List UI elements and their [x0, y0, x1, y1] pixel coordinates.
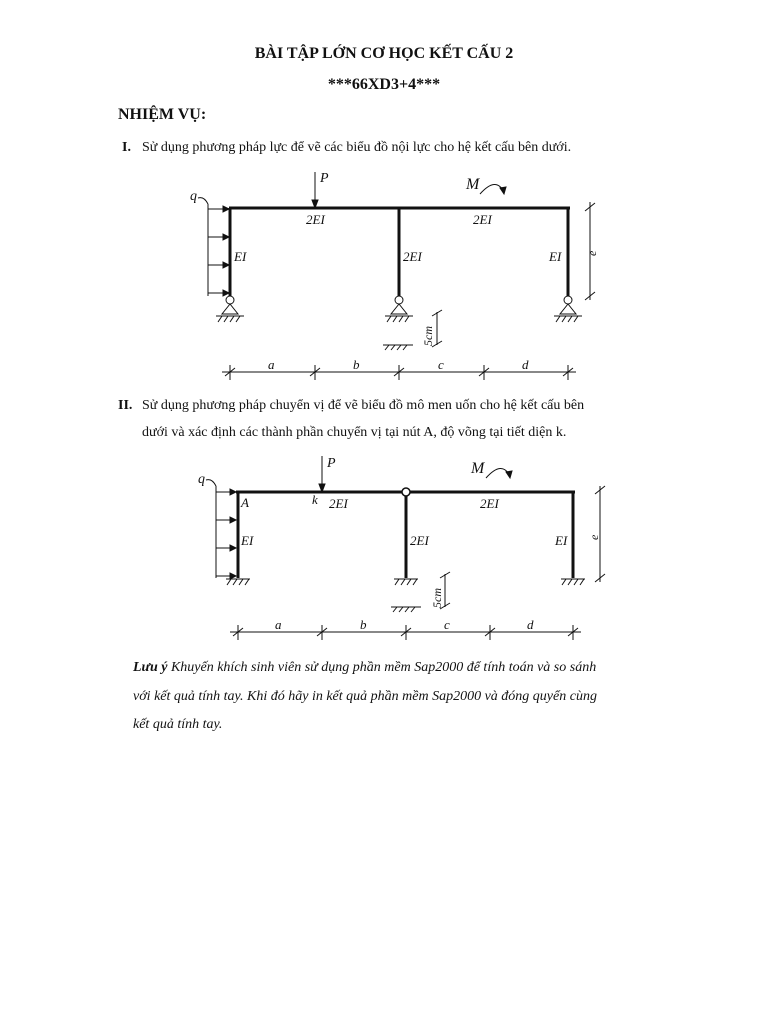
- section-heading: NHIỆM VỤ:: [118, 106, 207, 123]
- figure-2-dim-d: d: [527, 617, 534, 632]
- figure-1-dim-d: d: [522, 357, 529, 372]
- figure-1-beam-left-label: 2EI: [306, 212, 325, 227]
- figure-1-dim-c: c: [438, 357, 444, 372]
- figure-2-e-label: e: [587, 534, 601, 540]
- figure-1-dim-b: b: [353, 357, 360, 372]
- figure-1-settlement-label: 5cm: [421, 326, 435, 346]
- figure-2-beam-left-label: 2EI: [329, 496, 348, 511]
- figure-2-members: [236, 492, 575, 578]
- figure-2-beam-right-label: 2EI: [480, 496, 499, 511]
- figure-2-dim-c: c: [444, 617, 450, 632]
- figure-2-fixed-supports: [226, 579, 585, 585]
- document-title: BÀI TẬP LỚN CƠ HỌC KẾT CẤU 2: [254, 45, 514, 62]
- figure-2-col-right-label: EI: [555, 533, 568, 548]
- figure-1-e-label: e: [585, 250, 599, 256]
- note-text-1: Khuyến khích sinh viên sử dụng phần mềm Sap2000 để tính toán và so sánh: [167, 660, 597, 675]
- figure-2-point-load: [319, 456, 325, 492]
- note-line-3: kết quả tính tay.: [133, 717, 223, 732]
- note-line-2: với kết quả tính tay. Khi đó hãy in kết quả phần mềm Sap2000 và đóng quyển cùng: [133, 689, 597, 704]
- task-2-line-2: dưới và xác định các thành phần chuyển vị tại nút A, độ võng tại tiết diện k.: [142, 425, 567, 440]
- figure-2-node-A: A: [241, 495, 249, 510]
- figure-2-distributed-load: [206, 480, 236, 579]
- figure-2-q-label: q: [198, 472, 205, 487]
- task-1-text: Sử dụng phương pháp lực để vẽ các biểu đồ nội lực cho hệ kết cấu bên dưới.: [142, 140, 572, 155]
- figure-1-col-left-label: EI: [234, 249, 247, 264]
- figure-2-settlement-label: 5cm: [430, 588, 444, 608]
- figure-2-hinge: [402, 488, 410, 496]
- document-subtitle: ***66XD3+4***: [327, 76, 441, 93]
- figure-1-P-label: P: [320, 171, 329, 186]
- figure-1-col-mid-label: 2EI: [403, 249, 422, 264]
- figure-2-dim-a: a: [275, 617, 282, 632]
- figure-1-M-label: M: [466, 176, 480, 193]
- task-2-number: II.: [118, 398, 133, 413]
- figure-2-col-left-label: EI: [241, 533, 254, 548]
- figure-1-q-label: q: [190, 189, 197, 204]
- figure-1-dim-a: a: [268, 357, 275, 372]
- figure-2-P-label: P: [327, 456, 336, 471]
- figure-2-col-mid-label: 2EI: [410, 533, 429, 548]
- figure-1-col-right-label: EI: [549, 249, 562, 264]
- note-label: Lưu ý: [133, 660, 168, 675]
- figure-2-moment: [486, 468, 512, 478]
- note-line-1: [133, 653, 596, 682]
- task-2-line-1: Sử dụng phương pháp chuyển vị để vẽ biểu đồ mô men uốn cho hệ kết cấu bên: [142, 398, 585, 413]
- figure-2-M-label: M: [471, 460, 485, 477]
- figure-2-dim-b: b: [360, 617, 367, 632]
- figure-1-beam-right-label: 2EI: [473, 212, 492, 227]
- task-1-number: I.: [122, 140, 131, 155]
- figure-2-section-k: k: [312, 492, 318, 507]
- figure-2-height-dimension: [595, 486, 605, 582]
